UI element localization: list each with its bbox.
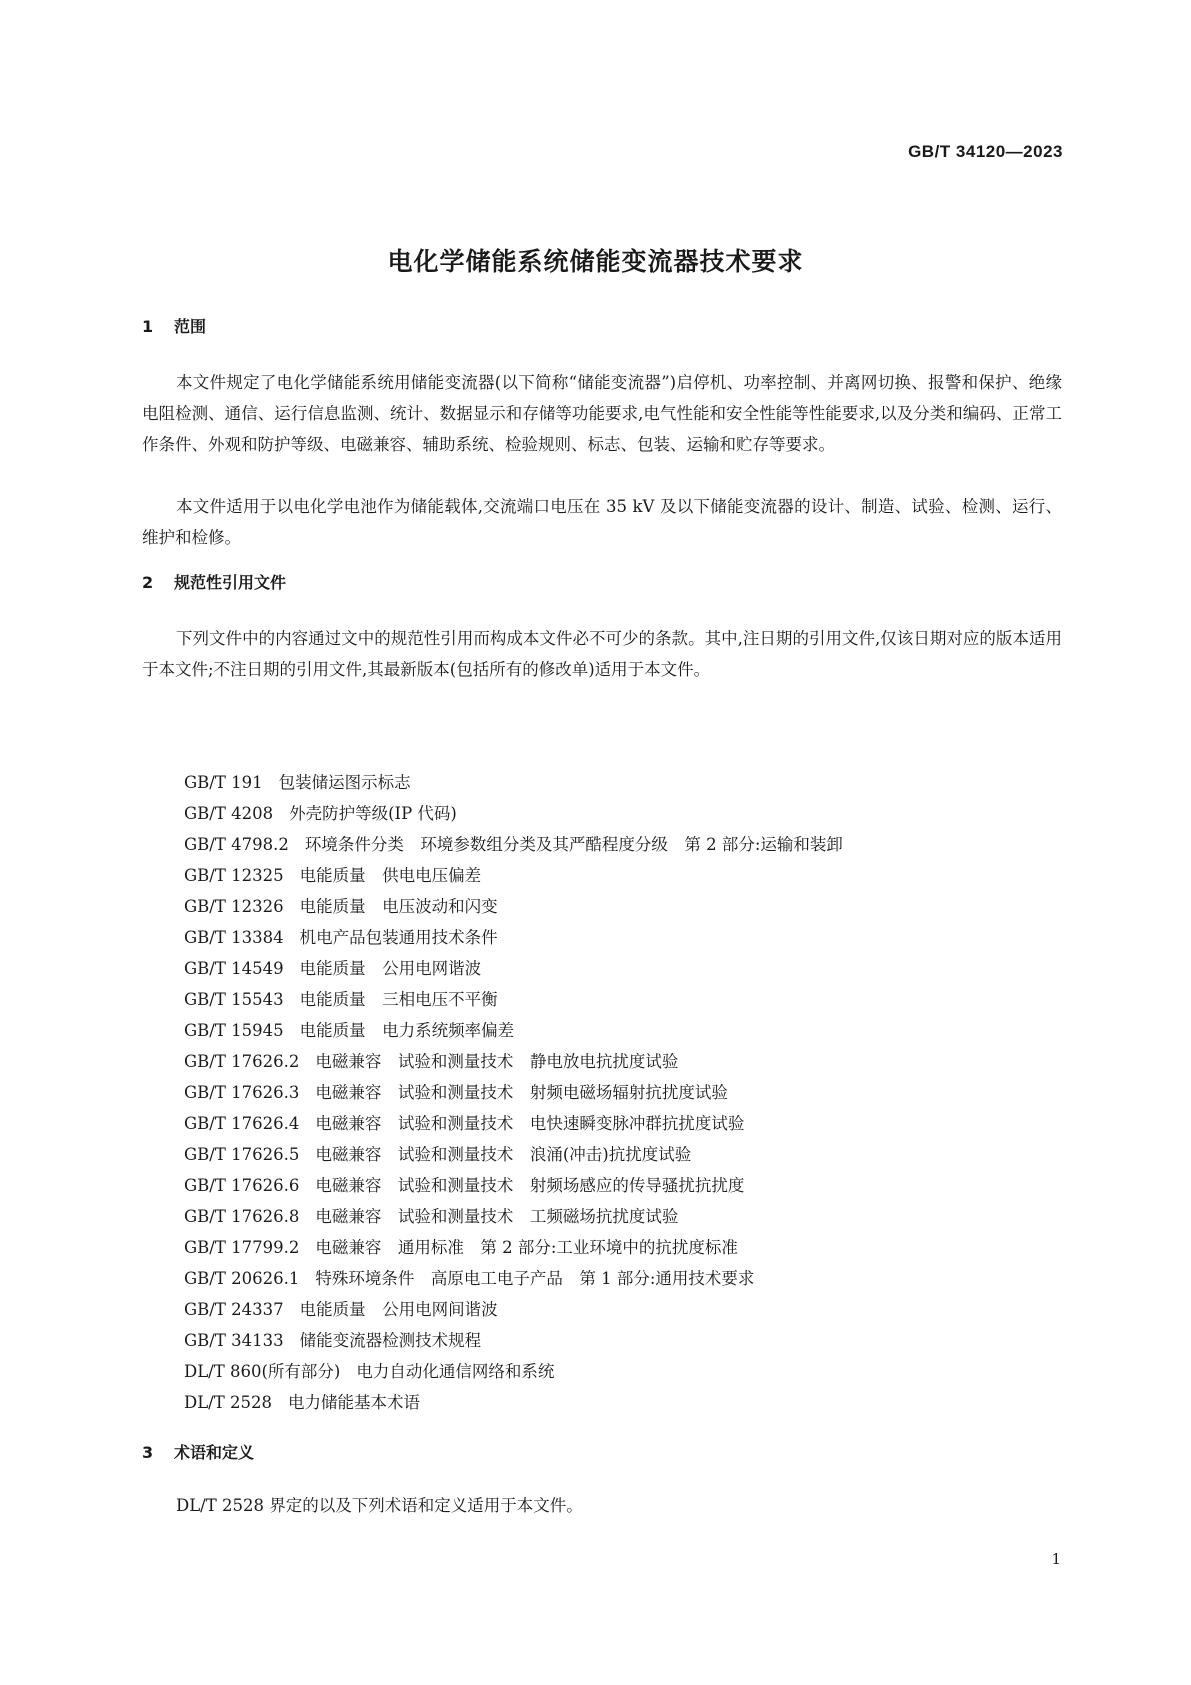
reference-item xyxy=(184,1139,843,1170)
reference-title: 特殊环境条件 高原电工电子产品 第 1 部分:通用技术要求 xyxy=(315,1269,755,1288)
section-1-title: 范围 xyxy=(174,317,207,336)
section-1-heading xyxy=(142,314,206,337)
reference-title: 包装储运图示标志 xyxy=(278,773,411,792)
reference-item xyxy=(184,1201,843,1232)
document-title: 电化学储能系统储能变流器技术要求 xyxy=(387,247,804,276)
reference-code: GB/T 13384 xyxy=(184,928,284,947)
section-1-paragraph-1: 本文件规定了电化学储能系统用储能变流器(以下简称“储能变流器”)启停机、功率控制、并离网切换、报警和保护、绝缘电阻检测、通信、运行信息监测、统计、数据显示和存储等功能要求,电气性能和安全性能等性能要求,以及分类和编码、正常工作条件、外观和防护等级、电磁兼容、辅助系统、检验规则、标志、包装、运输和贮存等要求。 xyxy=(142,373,1062,454)
reference-item xyxy=(184,1046,843,1077)
reference-title: 机电产品包装通用技术条件 xyxy=(299,928,498,947)
section-1-paragraph-2: 本文件适用于以电化学电池作为储能载体,交流端口电压在 35 kV 及以下储能变流器的设计、制造、试验、检测、运行、维护和检修。 xyxy=(142,497,1062,547)
reference-code: GB/T 17626.5 xyxy=(184,1145,300,1164)
reference-item xyxy=(184,829,843,860)
reference-code: GB/T 17626.4 xyxy=(184,1114,300,1133)
reference-item xyxy=(184,1077,843,1108)
section-1-number: 1 xyxy=(142,317,154,336)
reference-code: GB/T 17626.8 xyxy=(184,1207,300,1226)
reference-title: 电磁兼容 试验和测量技术 射频电磁场辐射抗扰度试验 xyxy=(315,1083,728,1102)
reference-title: 电磁兼容 通用标准 第 2 部分:工业环境中的抗扰度标准 xyxy=(315,1238,738,1257)
reference-code: DL/T 2528 xyxy=(184,1393,272,1412)
reference-item xyxy=(184,922,843,953)
reference-title: 外壳防护等级(IP 代码) xyxy=(289,804,457,823)
section-2-heading xyxy=(142,570,286,593)
section-3-heading xyxy=(142,1440,254,1463)
reference-title: 电能质量 公用电网谐波 xyxy=(299,959,482,978)
reference-code: GB/T 17799.2 xyxy=(184,1238,300,1257)
reference-code: GB/T 15543 xyxy=(184,990,284,1009)
reference-item xyxy=(184,1356,843,1387)
reference-item xyxy=(184,1108,843,1139)
reference-item xyxy=(184,1325,843,1356)
reference-item xyxy=(184,1387,843,1418)
reference-code: GB/T 15945 xyxy=(184,1021,284,1040)
reference-title: 电磁兼容 试验和测量技术 电快速瞬变脉冲群抗扰度试验 xyxy=(315,1114,745,1133)
reference-title: 电磁兼容 试验和测量技术 工频磁场抗扰度试验 xyxy=(315,1207,679,1226)
reference-item xyxy=(184,891,843,922)
reference-code: GB/T 17626.3 xyxy=(184,1083,300,1102)
reference-code: GB/T 14549 xyxy=(184,959,284,978)
reference-title: 电磁兼容 试验和测量技术 静电放电抗扰度试验 xyxy=(315,1052,679,1071)
reference-title: 电磁兼容 试验和测量技术 浪涌(冲击)抗扰度试验 xyxy=(315,1145,692,1164)
reference-item xyxy=(184,953,843,984)
section-2-paragraph-1: 下列文件中的内容通过文中的规范性引用而构成本文件必不可少的条款。其中,注日期的引用文件,仅该日期对应的版本适用于本文件;不注日期的引用文件,其最新版本(包括所有的修改单)适用于本文件。 xyxy=(142,629,1062,679)
reference-code: GB/T 17626.2 xyxy=(184,1052,300,1071)
reference-item xyxy=(184,798,843,829)
reference-title: 电能质量 电压波动和闪变 xyxy=(299,897,498,916)
reference-code: GB/T 4798.2 xyxy=(184,835,289,854)
section-3-paragraph-1: DL/T 2528 界定的以及下列术语和定义适用于本文件。 xyxy=(176,1496,583,1515)
reference-code: GB/T 17626.6 xyxy=(184,1176,300,1195)
reference-title: 电能质量 三相电压不平衡 xyxy=(299,990,498,1009)
reference-code: GB/T 24337 xyxy=(184,1300,284,1319)
reference-item xyxy=(184,767,843,798)
reference-item xyxy=(184,984,843,1015)
reference-item xyxy=(184,1294,843,1325)
page-number: 1 xyxy=(1051,1550,1061,1568)
reference-item xyxy=(184,1232,843,1263)
reference-code: GB/T 12326 xyxy=(184,897,284,916)
section-2-title: 规范性引用文件 xyxy=(174,573,287,592)
section-3-number: 3 xyxy=(142,1443,154,1462)
section-2-number: 2 xyxy=(142,573,154,592)
reference-code: GB/T 4208 xyxy=(184,804,274,823)
reference-item xyxy=(184,1263,843,1294)
reference-title: 电力储能基本术语 xyxy=(288,1393,420,1412)
reference-title: 电磁兼容 试验和测量技术 射频场感应的传导骚扰抗扰度 xyxy=(315,1176,745,1195)
reference-title: 电能质量 供电电压偏差 xyxy=(299,866,482,885)
reference-item xyxy=(184,1015,843,1046)
document-code: GB/T 34120—2023 xyxy=(908,142,1063,161)
reference-code: GB/T 34133 xyxy=(184,1331,284,1350)
reference-title: 储能变流器检测技术规程 xyxy=(299,1331,482,1350)
reference-title: 环境条件分类 环境参数组分类及其严酷程度分级 第 2 部分:运输和装卸 xyxy=(304,835,843,854)
normative-reference-list xyxy=(184,767,843,1418)
reference-code: GB/T 12325 xyxy=(184,866,284,885)
reference-item xyxy=(184,860,843,891)
reference-code: DL/T 860(所有部分) xyxy=(184,1362,341,1381)
reference-title: 电能质量 电力系统频率偏差 xyxy=(299,1021,515,1040)
reference-item xyxy=(184,1170,843,1201)
reference-code: GB/T 20626.1 xyxy=(184,1269,300,1288)
reference-code: GB/T 191 xyxy=(184,773,263,792)
reference-title: 电力自动化通信网络和系统 xyxy=(356,1362,555,1381)
section-3-title: 术语和定义 xyxy=(174,1443,255,1462)
reference-title: 电能质量 公用电网间谐波 xyxy=(299,1300,498,1319)
